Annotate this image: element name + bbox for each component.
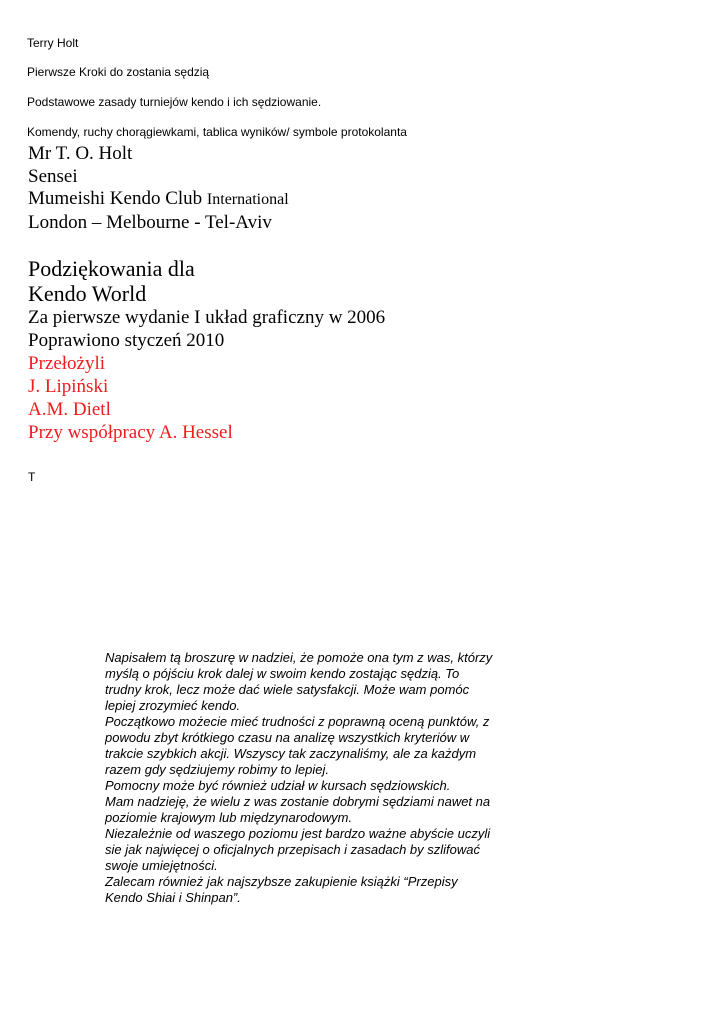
preface-line: myślą o pójściu krok dalej w swoim kendo zostając sędzią. To — [105, 666, 460, 681]
preface-line: trudny krok, lecz może dać wiele satysfakcji. Może wam pomóc — [105, 682, 470, 697]
preface-line: Początkowo możecie mieć trudności z poprawną oceną punktów, z — [105, 714, 490, 729]
preface-line: poziomie krajowym lub międzynarodowym. — [105, 810, 353, 825]
author-name: Terry Holt — [27, 36, 79, 50]
preface-line: Pomocny może być również udział w kursach sędziowskich. — [105, 778, 451, 793]
ack-line-2: Kendo World — [28, 281, 147, 306]
preface-line: powodu zbyt krótkiego czasu na analizę wszystkich kryteriów w — [105, 730, 470, 745]
translated-label: Przełożyli — [28, 353, 106, 374]
credit-club-name: Mumeishi Kendo Club — [28, 188, 203, 209]
credit-role: Sensei — [28, 165, 78, 187]
preface-line: swoje umiejętności. — [105, 858, 218, 873]
preface-line: Niezależnie od waszego poziomu jest bardzo ważne abyście uczyli — [105, 826, 491, 841]
document-topics: Komendy, ruchy chorągiewkami, tablica wyników/ symbole protokolanta — [27, 125, 407, 139]
credit-cities: London – Melbourne - Tel-Aviv — [28, 211, 272, 233]
preface-line: sie jak najwięcej o oficjalnych przepisach i zasadach by szlifować — [105, 842, 481, 857]
ack-line-3: Za pierwsze wydanie I układ graficzny w 2006 — [28, 307, 386, 328]
preface-line: Kendo Shiai i Shinpan”. — [105, 890, 241, 905]
ack-line-1: Podziękowania dla — [28, 256, 195, 281]
preface-line: trakcie szybkich akcji. Wszyscy tak zaczynaliśmy, ale za każdym — [105, 746, 477, 761]
author-credits — [28, 143, 289, 234]
translator-2: A.M. Dietl — [28, 399, 111, 420]
preface-line: razem gdy sędziujemy robimy to lepiej. — [105, 762, 329, 777]
preface-line: Mam nadzieję, że wielu z was zostanie dobrymi sędziami nawet na — [105, 794, 491, 809]
preface-line: Napisałem tą broszurę w nadziei, że pomoże ona tym z was, którzy — [105, 650, 493, 665]
preface-line: lepiej zrozymieć kendo. — [105, 698, 241, 713]
ack-line-4: Poprawiono styczeń 2010 — [28, 330, 225, 351]
preface-line: Zalecam również jak najszybsze zakupienie książki “Przepisy — [105, 874, 458, 889]
stray-letter: T — [28, 470, 36, 484]
credit-club-suffix: International — [206, 191, 289, 208]
acknowledgements — [28, 256, 385, 444]
translator-1: J. Lipiński — [28, 376, 109, 397]
preface-paragraph — [105, 650, 535, 906]
document-subtitle: Podstawowe zasady turniejów kendo i ich sędziowanie. — [27, 95, 322, 109]
cooperation-credit: Przy współpracy A. Hessel — [28, 422, 233, 443]
document-title: Pierwsze Kroki do zostania sędzią — [27, 65, 210, 79]
credit-club — [28, 188, 289, 212]
credit-name: Mr T. O. Holt — [28, 143, 133, 164]
